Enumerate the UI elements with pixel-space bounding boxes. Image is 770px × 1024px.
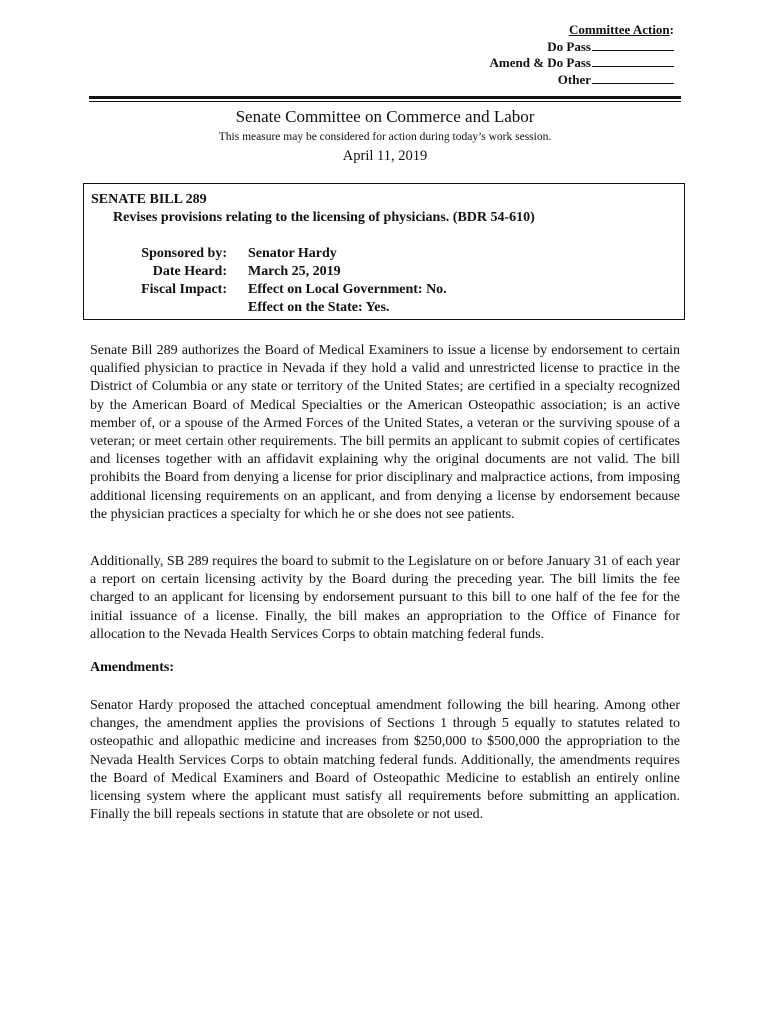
amend-do-pass-label: Amend & Do Pass [489,55,591,70]
fiscal-impact-label: Fiscal Impact: [141,282,227,297]
other-blank [592,72,674,84]
header-rule-thin [89,101,681,102]
committee-action-title: Committee Action [568,22,670,37]
do-pass-row [490,39,674,56]
committee-action-block [490,22,674,88]
summary-paragraph: Senate Bill 289 authorizes the Board of Medical Examiners to issue a license by endorsement to certain qualified physician to practice in Nevada if they hold a valid and unrestricted license to practice in the District of Columbia or any state or territory of the United States; are certified in a specialty recognized by the American Board of Medical Specialties or the American Osteopathic association; is an active member of, or a spouse of the Armed Forces of the United States, a veteran or the surviving spouse of a veteran; or meet certain other requirements. The bill permits an applicant to submit copies of certificates and licenses together with an affidavit explaining why the original documents are not valid. The bill prohibits the Board from denying a license for prior disciplinary and malpractice actions, from imposing additional licensing requirements on an applicant, and from denying a license by endorsement because the physician practices a specialty for which he or she does not see patients. [90,343,680,522]
do-pass-label: Do Pass [547,38,591,54]
sponsored-label: Sponsored by: [141,246,227,261]
bill-summary-box [83,183,685,320]
other-label: Other [557,71,591,87]
committee-name: Senate Committee on Commerce and Labor [235,107,535,126]
header-rule-thick [89,96,681,99]
bill-description: Revises provisions relating to the licensing of physicians. (BDR 54-610) [113,210,535,225]
amend-do-pass-blank [592,55,674,67]
hearing-date: April 11, 2019 [342,148,428,164]
bill-meta-labels [84,245,227,299]
sponsor-value: Senator Hardy [248,246,337,261]
amend-do-pass-row [490,55,674,72]
date-heard-value: March 25, 2019 [248,264,341,279]
other-row [490,72,674,89]
fiscal-state-value: Effect on the State: Yes. [248,300,390,315]
date-heard-label: Date Heard: [152,264,227,279]
do-pass-blank [592,39,674,51]
additional-paragraph: Additionally, SB 289 requires the board to submit to the Legislature on or before January 31 of each year a report on certain licensing activity by the Board during the preceding year. The bill limits the fee charged to an applicant for licensing by endorsement pursuant to this bill to one half of the fee for the initial issuance of a license. Finally, the bill makes an appropriation to the Office of Finance for allocation to the Nevada Health Services Corps to obtain matching federal funds. [90,554,680,642]
committee-action-title-row [490,22,674,39]
bill-id: SENATE BILL 289 [91,192,207,207]
committee-action-colon: : [669,22,674,37]
amendments-paragraph: Senator Hardy proposed the attached conceptual amendment following the bill hearing. Among other changes, the amendment applies the provisions of Sections 1 through 5 equally to statutes related to osteopathic and allopathic medicine and increases from $250,000 to $500,000 the appropriation to the Nevada Health Services Corps to obtain matching federal funds. Additionally, the amendments requires the Board of Medical Examiners and Board of Osteopathic Medicine to establish an entirely online licensing system where the applicant must satisfy all requirements before submitting an application. Finally the bill repeals sections in statute that are obsolete or not used. [90,698,680,823]
fiscal-local-value: Effect on Local Government: No. [248,282,447,297]
work-session-note: This measure may be considered for action during today’s work session. [218,131,552,143]
amendments-heading: Amendments: [90,660,174,675]
bill-meta-values [248,245,447,317]
